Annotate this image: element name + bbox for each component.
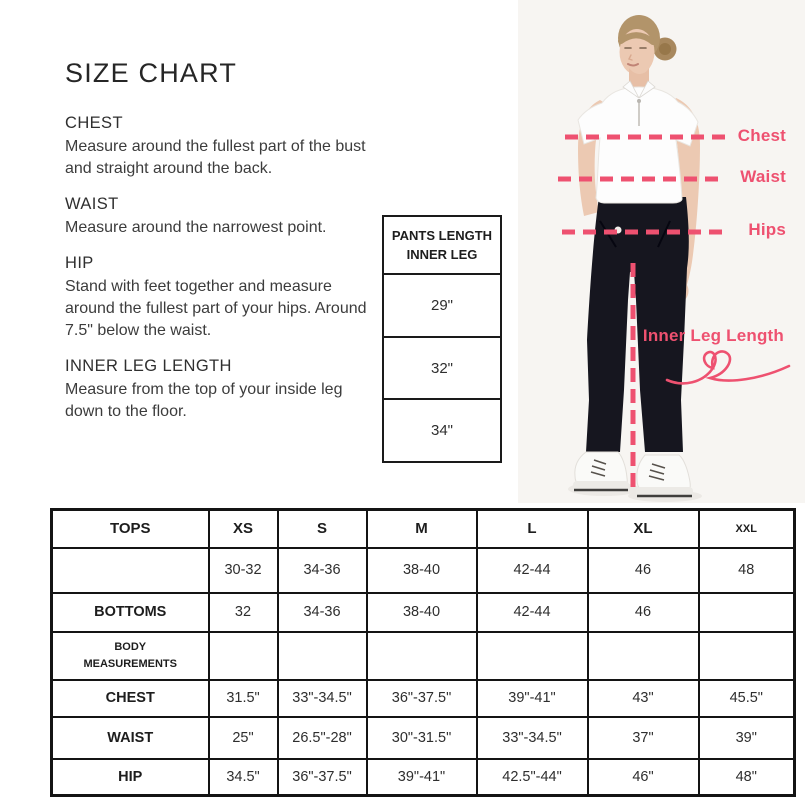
waist-description: Measure around the narrowest point. <box>65 219 327 236</box>
chest-line-label: Chest <box>737 126 786 145</box>
column-header-xxl: XXL <box>699 510 795 548</box>
pants-length-value: 34" <box>430 422 453 440</box>
size-table-header-row <box>52 510 795 548</box>
table-cell: 42-44 <box>477 548 588 593</box>
table-cell: 31.5" <box>209 680 278 717</box>
table-cell: 26.5"-28" <box>278 717 367 759</box>
pants-length-value: 29" <box>384 275 500 338</box>
waist-measurements-row <box>52 717 795 759</box>
table-cell: 34-36 <box>278 593 367 632</box>
row-label: HIP <box>52 759 209 796</box>
row-label: BOTTOMS <box>52 593 209 632</box>
column-header-l: L <box>477 510 588 548</box>
size-table <box>50 508 796 797</box>
hip-heading: HIP <box>65 254 94 272</box>
heart-squiggle-icon <box>663 346 793 390</box>
table-cell <box>367 632 477 680</box>
table-cell: 39"-41" <box>367 759 477 796</box>
table-cell: 48" <box>699 759 795 796</box>
table-cell: 33"-34.5" <box>278 680 367 717</box>
table-cell: 38-40 <box>367 548 477 593</box>
table-cell <box>278 632 367 680</box>
body-measurements-label: BODY MEASUREMENTS <box>83 640 177 670</box>
pants-length-table <box>382 215 502 463</box>
column-header-s: S <box>278 510 367 548</box>
table-cell: 30"-31.5" <box>367 717 477 759</box>
pants-length-header-line2: INNER LEG <box>406 247 478 262</box>
inner-leg-heading: INNER LEG LENGTH <box>65 357 232 375</box>
row-label <box>52 548 209 593</box>
table-cell <box>699 593 795 632</box>
table-cell: 36"-37.5" <box>367 680 477 717</box>
tops-sizes-row <box>52 548 795 593</box>
model-photo <box>518 0 805 503</box>
table-cell: 34.5" <box>209 759 278 796</box>
table-cell: 46" <box>588 759 699 796</box>
table-cell: 36"-37.5" <box>278 759 367 796</box>
table-cell: 33"-34.5" <box>477 717 588 759</box>
column-header-xl: XL <box>588 510 699 548</box>
table-cell: 46 <box>588 593 699 632</box>
table-cell: 30-32 <box>209 548 278 593</box>
table-cell: 38-40 <box>367 593 477 632</box>
pants-length-header-line1: PANTS LENGTH <box>391 228 493 243</box>
table-cell: 37" <box>588 717 699 759</box>
page-title: SIZE CHART <box>65 58 238 88</box>
hip-measurements-row <box>52 759 795 796</box>
waist-line-label: Waist <box>740 167 786 186</box>
table-cell: 25" <box>209 717 278 759</box>
pants-length-table-header <box>384 217 500 275</box>
chest-measurements-row <box>52 680 795 717</box>
row-label: CHEST <box>52 680 209 717</box>
bottoms-sizes-row <box>52 593 795 632</box>
pants-length-value: 32" <box>384 338 500 401</box>
measurement-instructions <box>65 114 377 423</box>
table-cell <box>477 632 588 680</box>
hip-description: Stand with feet together and measure around the fullest part of your hips. Around 7.5" below the waist. <box>65 278 367 339</box>
chest-description: Measure around the fullest part of the bust and straight around the back. <box>65 138 366 177</box>
row-label: WAIST <box>52 717 209 759</box>
row-label <box>52 632 209 680</box>
waist-heading: WAIST <box>65 195 119 213</box>
column-header-xs: XS <box>209 510 278 548</box>
body-measurements-row <box>52 632 795 680</box>
table-cell: 39"-41" <box>477 680 588 717</box>
inner-leg-line-label: Inner Leg Length <box>642 326 784 345</box>
hips-line-label: Hips <box>748 220 786 239</box>
table-cell: 46 <box>588 548 699 593</box>
chest-heading: CHEST <box>65 114 123 132</box>
table-cell: 48 <box>699 548 795 593</box>
table-cell <box>209 632 278 680</box>
table-cell: 43" <box>588 680 699 717</box>
table-cell: 39" <box>699 717 795 759</box>
table-cell: 32 <box>209 593 278 632</box>
table-cell <box>699 632 795 680</box>
table-cell: 42-44 <box>477 593 588 632</box>
column-header-tops: TOPS <box>52 510 209 548</box>
table-cell: 45.5" <box>699 680 795 717</box>
model-figure <box>518 0 805 503</box>
column-header-m: M <box>367 510 477 548</box>
table-cell: 34-36 <box>278 548 367 593</box>
inner-leg-description: Measure from the top of your inside leg down to the floor. <box>65 381 343 420</box>
table-cell <box>588 632 699 680</box>
table-cell: 42.5"-44" <box>477 759 588 796</box>
